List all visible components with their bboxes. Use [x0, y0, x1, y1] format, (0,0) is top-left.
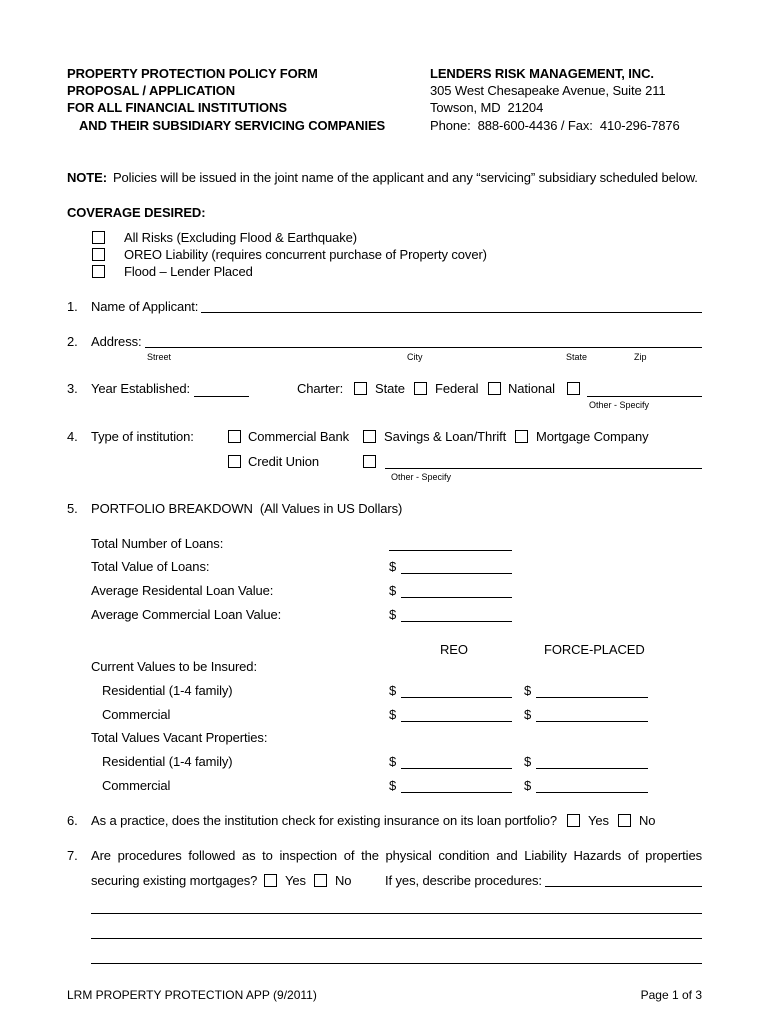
address-label: Address: — [91, 334, 142, 349]
company-address-line-1: 305 West Chesapeake Avenue, Suite 211 — [430, 83, 666, 98]
vacant-residential-reo-field[interactable] — [401, 768, 512, 769]
checkbox-insurance-check-yes[interactable] — [567, 814, 580, 827]
currency-symbol: $ — [389, 754, 397, 769]
address-sublabel-city: City — [407, 352, 423, 362]
institution-option-savings-loan: Savings & Loan/Thrift — [384, 429, 507, 444]
address-row — [91, 334, 702, 350]
checkbox-flood-lender-placed[interactable] — [92, 265, 105, 278]
portfolio-label-total-number: Total Number of Loans: — [91, 536, 224, 551]
institution-other-field[interactable] — [385, 468, 702, 469]
row-label-commercial: Commercial — [102, 778, 171, 793]
company-name: LENDERS RISK MANAGEMENT, INC. — [430, 66, 654, 81]
question-number: 2. — [67, 334, 78, 349]
column-header-force-placed: FORCE-PLACED — [544, 642, 645, 657]
institution-type-label: Type of institution: — [91, 429, 194, 444]
checkbox-commercial-bank[interactable] — [228, 430, 241, 443]
procedures-line-3[interactable] — [91, 963, 702, 964]
currency-symbol: $ — [389, 707, 397, 722]
institution-option-mortgage-company: Mortgage Company — [536, 429, 649, 444]
checkbox-credit-union[interactable] — [228, 455, 241, 468]
checkbox-charter-national[interactable] — [488, 382, 501, 395]
checkbox-institution-other[interactable] — [363, 455, 376, 468]
checkbox-charter-state[interactable] — [354, 382, 367, 395]
address-field[interactable] — [145, 347, 702, 348]
currency-symbol: $ — [389, 683, 397, 698]
row-label-residential: Residential (1-4 family) — [102, 754, 233, 769]
footer-page-number: Page 1 of 3 — [640, 988, 702, 1002]
address-sublabel-street: Street — [147, 352, 172, 362]
current-commercial-reo-field[interactable] — [401, 721, 512, 722]
portfolio-label-total-value: Total Value of Loans: — [91, 559, 210, 574]
checkbox-insurance-check-no[interactable] — [618, 814, 631, 827]
checkbox-mortgage-company[interactable] — [515, 430, 528, 443]
institution-other-hint: Other - Specify — [391, 472, 452, 482]
avg-commercial-loan-field[interactable] — [401, 621, 512, 622]
checkbox-charter-other[interactable] — [567, 382, 580, 395]
inspection-question-line-1: Are procedures followed as to inspection of the physical condition and Liability Hazards of properties — [91, 848, 702, 863]
company-contact: Phone: 888-600-4436 / Fax: 410-296-7876 — [430, 118, 680, 133]
company-address-line-2: Towson, MD 21204 — [430, 100, 544, 115]
group-title-vacant-properties: Total Values Vacant Properties: — [91, 730, 268, 745]
note — [67, 170, 698, 186]
footer-form-id: LRM PROPERTY PROTECTION APP (9/2011) — [67, 988, 317, 1002]
insurance-check-question: As a practice, does the institution check for existing insurance on its loan portfolio? — [91, 813, 558, 828]
form-title-line-2: PROPOSAL / APPLICATION — [67, 83, 236, 98]
current-commercial-force-placed-field[interactable] — [536, 721, 648, 722]
current-residential-reo-field[interactable] — [401, 697, 512, 698]
column-header-reo: REO — [440, 642, 468, 657]
question-number: 3. — [67, 381, 78, 396]
procedures-line-1[interactable] — [91, 913, 702, 914]
currency-symbol: $ — [524, 778, 532, 793]
checkbox-charter-federal[interactable] — [414, 382, 427, 395]
question-number: 4. — [67, 429, 78, 444]
inspection-question-line-2: securing existing mortgages? — [91, 873, 258, 888]
vacant-residential-force-placed-field[interactable] — [536, 768, 648, 769]
currency-symbol: $ — [524, 683, 532, 698]
charter-other-hint: Other - Specify — [589, 400, 650, 410]
group-title-current-values: Current Values to be Insured: — [91, 659, 257, 674]
applicant-name-field[interactable] — [201, 312, 702, 313]
vacant-commercial-force-placed-field[interactable] — [536, 792, 648, 793]
procedures-row — [385, 873, 702, 889]
institution-option-credit-union: Credit Union — [248, 454, 320, 469]
address-sublabel-state: State — [566, 352, 588, 362]
coverage-option-oreo-liability: OREO Liability (requires concurrent purchase of Property cover) — [124, 247, 487, 262]
question-number: 1. — [67, 299, 78, 314]
question-number: 7. — [67, 848, 78, 863]
checkbox-inspection-no[interactable] — [314, 874, 327, 887]
currency-symbol: $ — [524, 754, 532, 769]
form-title-line-3: FOR ALL FINANCIAL INSTITUTIONS — [67, 100, 287, 115]
procedures-line-2[interactable] — [91, 938, 702, 939]
form-title-line-4: AND THEIR SUBSIDIARY SERVICING COMPANIES — [79, 118, 386, 133]
coverage-option-all-risks: All Risks (Excluding Flood & Earthquake) — [124, 230, 357, 245]
currency-symbol: $ — [389, 778, 397, 793]
institution-option-commercial-bank: Commercial Bank — [248, 429, 350, 444]
question-number: 5. — [67, 501, 78, 516]
currency-symbol: $ — [389, 559, 397, 574]
charter-other-field[interactable] — [587, 396, 702, 397]
option-no-label: No — [639, 813, 656, 828]
procedures-field[interactable] — [545, 886, 702, 887]
checkbox-oreo-liability[interactable] — [92, 248, 105, 261]
currency-symbol: $ — [389, 607, 397, 622]
row-label-commercial: Commercial — [102, 707, 171, 722]
checkbox-all-risks[interactable] — [92, 231, 105, 244]
charter-option-federal: Federal — [435, 381, 479, 396]
checkbox-inspection-yes[interactable] — [264, 874, 277, 887]
applicant-name-label: Name of Applicant: — [91, 299, 199, 314]
address-sublabel-zip: Zip — [634, 352, 647, 362]
form-title-line-1: PROPERTY PROTECTION POLICY FORM — [67, 66, 318, 81]
currency-symbol: $ — [389, 583, 397, 598]
procedures-label: If yes, describe procedures: — [385, 873, 542, 888]
current-residential-force-placed-field[interactable] — [536, 697, 648, 698]
note-label: NOTE: — [67, 170, 107, 185]
option-no-label: No — [335, 873, 352, 888]
note-text: Policies will be issued in the joint name of the applicant and any “servicing” subsidiary scheduled below. — [112, 170, 698, 185]
total-number-of-loans-field[interactable] — [389, 550, 512, 551]
row-label-residential: Residential (1-4 family) — [102, 683, 233, 698]
currency-symbol: $ — [524, 707, 532, 722]
charter-label: Charter: — [297, 381, 344, 396]
option-yes-label: Yes — [285, 873, 306, 888]
portfolio-label-avg-commercial: Average Commercial Loan Value: — [91, 607, 282, 622]
year-established-label: Year Established: — [91, 381, 190, 396]
year-established-field[interactable] — [194, 396, 249, 397]
total-value-of-loans-field[interactable] — [401, 573, 512, 574]
charter-option-national: National — [508, 381, 555, 396]
question-number: 6. — [67, 813, 78, 828]
portfolio-label-avg-residential: Average Residental Loan Value: — [91, 583, 274, 598]
vacant-commercial-reo-field[interactable] — [401, 792, 512, 793]
coverage-heading: COVERAGE DESIRED: — [67, 205, 206, 220]
coverage-option-flood: Flood – Lender Placed — [124, 264, 253, 279]
portfolio-title: PORTFOLIO BREAKDOWN (All Values in US Dollars) — [91, 501, 403, 516]
applicant-name-row — [91, 299, 702, 315]
avg-residential-loan-field[interactable] — [401, 597, 512, 598]
option-yes-label: Yes — [588, 813, 609, 828]
checkbox-savings-loan-thrift[interactable] — [363, 430, 376, 443]
charter-option-state: State — [375, 381, 405, 396]
